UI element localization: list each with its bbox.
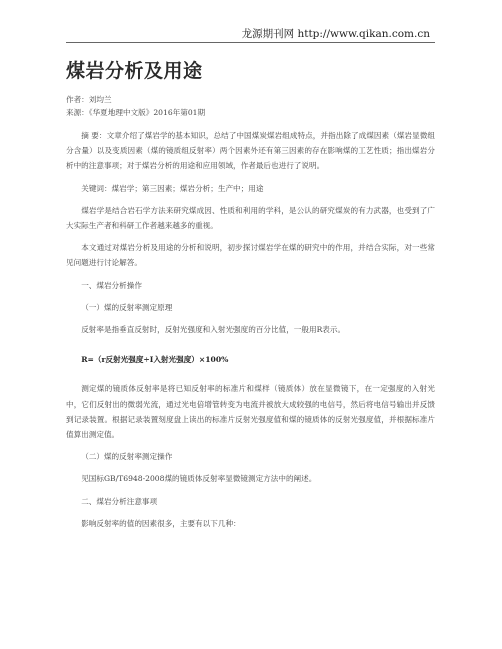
article-body xyxy=(66,56,435,531)
subsection-heading-1: （一）煤的反射率测定原理 xyxy=(81,302,173,312)
spacer xyxy=(66,487,435,494)
keywords-paragraph: 关键词：煤岩学；第三因素；煤岩分析；生产中；用途 xyxy=(81,183,264,193)
subsection-heading-2: （二）煤的反射率测定操作 xyxy=(81,452,173,462)
spacer xyxy=(66,509,435,516)
spacer xyxy=(66,174,435,181)
standard-reference: 见国标GB/T6948-2008煤的镜质体反射率显微镜测定方法中的阐述。 xyxy=(81,474,317,484)
article-title: 煤岩分析及用途 xyxy=(66,60,203,82)
site-header[interactable]: 龙源期刊网 http://www.qikan.com.cn xyxy=(241,28,430,40)
method-paragraph: 测定煤的镜质体反射率是将已知反射率的标准片和煤样（镜质体）放在显微镜下，在一定强度的入射光中，它们反射出的微弱光流，通过光电倍增管转变为电流并被放大成较强的电信号，然后将电信号输出并反馈到记录装置。根据记录装置刻度盘上读出的标准片反射光强度值和煤的镜质体的反射光强度值，并根据标准片值算出测定值。 xyxy=(66,384,435,440)
intro-paragraph-2: 本文通过对煤岩分析及用途的分析和说明，初步探讨煤岩学在煤的研究中的作用，并结合实际，对一些常见问题进行讨论解答。 xyxy=(66,243,435,268)
spacer xyxy=(66,196,435,203)
spacer xyxy=(66,374,435,381)
reflectance-formula: R=（r反射光强度÷I入射光强度）×100% xyxy=(81,354,229,364)
spacer xyxy=(66,315,435,322)
article-author: 作者：刘均兰 xyxy=(66,95,112,104)
spacer xyxy=(66,442,435,449)
header-divider xyxy=(66,42,435,43)
reflectance-definition: 反射率是指垂直反射时，反射光强度和入射光强度的百分比值，一般用R表示。 xyxy=(81,325,346,335)
intro-paragraph-1: 煤岩学是结合岩石学方法来研究煤成因、性质和利用的学科，是公认的研究煤炭的有力武器，也受到了广大实际生产者和科研工作者越来越多的重视。 xyxy=(66,205,435,231)
factors-paragraph: 影响反射率的值的因素很多，主要有以下几种： xyxy=(81,518,241,528)
spacer xyxy=(66,293,435,300)
article-source: 来源：《华夏地理中文版》2016年第01期 xyxy=(66,108,206,117)
spacer xyxy=(66,464,435,471)
section-heading-2: 二、煤岩分析注意事项 xyxy=(81,496,158,506)
section-heading-1: 一、煤岩分析操作 xyxy=(81,280,142,290)
spacer xyxy=(66,119,435,128)
spacer xyxy=(66,271,435,278)
abstract-paragraph: 摘 要：文章介绍了煤岩学的基本知识，总结了中国煤炭煤岩组成特点，并指出除了成煤因素（煤岩显微组分含量）以及变质因素（煤的镜质组反射率）两个因素外还有第三因素的存在影响煤的工艺性质；指出煤岩分析中的注意事项；对于煤岩分析的用途和应用领域，作者最后也进行了说明。 xyxy=(66,131,435,171)
spacer xyxy=(66,337,435,344)
spacer xyxy=(66,233,435,240)
